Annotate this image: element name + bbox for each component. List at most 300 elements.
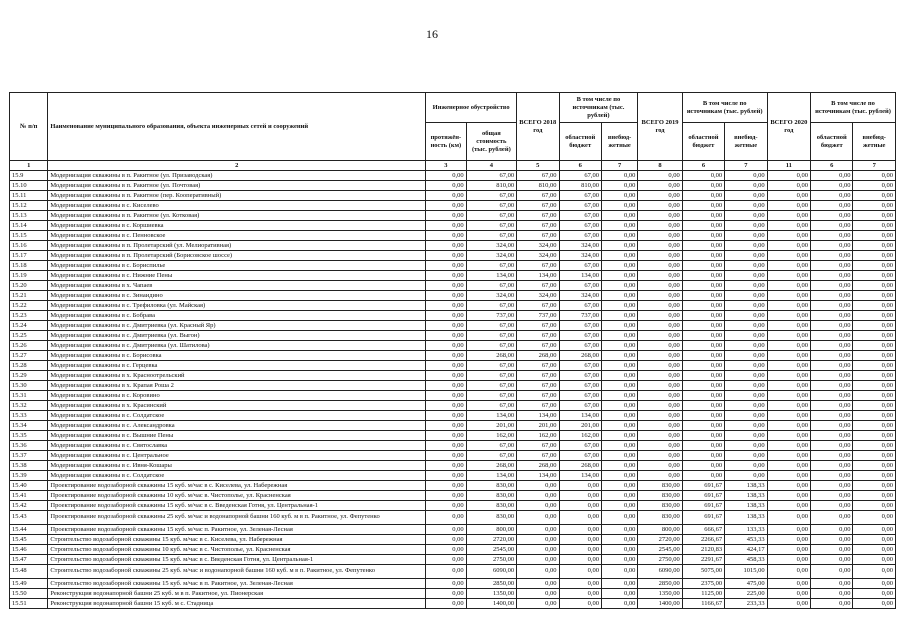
row-number: 15.23 bbox=[10, 311, 48, 321]
value-cell: 0,00 bbox=[811, 191, 853, 201]
row-number: 15.49 bbox=[10, 579, 48, 589]
value-cell: 6090,00 bbox=[466, 565, 517, 579]
value-cell: 67,00 bbox=[466, 201, 517, 211]
value-cell: 0,00 bbox=[853, 211, 896, 221]
value-cell: 0,00 bbox=[767, 491, 810, 501]
value-cell: 0,00 bbox=[682, 211, 724, 221]
value-cell: 67,00 bbox=[517, 391, 559, 401]
value-cell: 0,00 bbox=[638, 411, 682, 421]
value-cell: 0,00 bbox=[725, 331, 767, 341]
value-cell: 0,00 bbox=[517, 501, 559, 511]
value-cell: 67,00 bbox=[517, 221, 559, 231]
row-number: 15.40 bbox=[10, 481, 48, 491]
value-cell: 67,00 bbox=[517, 321, 559, 331]
row-number: 15.45 bbox=[10, 535, 48, 545]
value-cell: 2545,00 bbox=[466, 545, 517, 555]
value-cell: 67,00 bbox=[517, 191, 559, 201]
value-cell: 5075,00 bbox=[682, 565, 724, 579]
value-cell: 2720,00 bbox=[466, 535, 517, 545]
column-number-cell: 1 bbox=[10, 161, 48, 171]
table-row bbox=[10, 411, 896, 421]
value-cell: 0,00 bbox=[638, 221, 682, 231]
table-row bbox=[10, 281, 896, 291]
value-cell: 0,00 bbox=[853, 421, 896, 431]
value-cell: 0,00 bbox=[853, 191, 896, 201]
value-cell: 0,00 bbox=[426, 565, 466, 579]
value-cell: 0,00 bbox=[601, 391, 637, 401]
value-cell: 0,00 bbox=[767, 535, 810, 545]
value-cell: 0,00 bbox=[767, 481, 810, 491]
value-cell: 0,00 bbox=[853, 431, 896, 441]
row-number: 15.26 bbox=[10, 341, 48, 351]
value-cell: 0,00 bbox=[682, 391, 724, 401]
value-cell: 67,00 bbox=[559, 401, 601, 411]
value-cell: 0,00 bbox=[811, 211, 853, 221]
value-cell: 0,00 bbox=[601, 201, 637, 211]
row-number: 15.51 bbox=[10, 599, 48, 609]
value-cell: 0,00 bbox=[811, 589, 853, 599]
value-cell: 0,00 bbox=[426, 451, 466, 461]
value-cell: 0,00 bbox=[682, 461, 724, 471]
value-cell: 0,00 bbox=[638, 351, 682, 361]
value-cell: 0,00 bbox=[811, 271, 853, 281]
object-name: Модернизация скважины в х. Крапая Роша 2 bbox=[48, 381, 426, 391]
value-cell: 0,00 bbox=[426, 191, 466, 201]
value-cell: 0,00 bbox=[426, 291, 466, 301]
column-number-cell: 6 bbox=[682, 161, 724, 171]
table-row bbox=[10, 341, 896, 351]
column-number-cell: 7 bbox=[601, 161, 637, 171]
value-cell: 0,00 bbox=[811, 381, 853, 391]
value-cell: 458,33 bbox=[725, 555, 767, 565]
value-cell: 0,00 bbox=[682, 191, 724, 201]
value-cell: 810,00 bbox=[517, 181, 559, 191]
object-name: Модернизация скважины в х. Красинский bbox=[48, 401, 426, 411]
value-cell: 0,00 bbox=[853, 451, 896, 461]
value-cell: 67,00 bbox=[466, 281, 517, 291]
value-cell: 0,00 bbox=[811, 491, 853, 501]
value-cell: 0,00 bbox=[601, 331, 637, 341]
value-cell: 0,00 bbox=[767, 301, 810, 311]
header-length: протяжён-ность (км) bbox=[426, 123, 466, 161]
table-row bbox=[10, 351, 896, 361]
value-cell: 0,00 bbox=[601, 535, 637, 545]
object-name: Проектирование водозаборной скважины 15 куб. м/час п. Ракитное, ул. Зеленая-Лесная bbox=[48, 525, 426, 535]
row-number: 15.37 bbox=[10, 451, 48, 461]
value-cell: 67,00 bbox=[466, 301, 517, 311]
header-num: № п/п bbox=[10, 93, 48, 161]
value-cell: 0,00 bbox=[638, 271, 682, 281]
row-number: 15.38 bbox=[10, 461, 48, 471]
value-cell: 0,00 bbox=[725, 291, 767, 301]
value-cell: 0,00 bbox=[601, 555, 637, 565]
value-cell: 0,00 bbox=[767, 451, 810, 461]
table-row bbox=[10, 381, 896, 391]
table-row bbox=[10, 301, 896, 311]
value-cell: 0,00 bbox=[853, 441, 896, 451]
value-cell: 0,00 bbox=[426, 501, 466, 511]
value-cell: 0,00 bbox=[638, 191, 682, 201]
object-name: Строительство водозаборной скважины 15 куб. м/час в с. Введенская Готня, ул. Центральная-1 bbox=[48, 555, 426, 565]
table-row bbox=[10, 491, 896, 501]
value-cell: 0,00 bbox=[682, 241, 724, 251]
value-cell: 324,00 bbox=[517, 241, 559, 251]
value-cell: 0,00 bbox=[767, 441, 810, 451]
object-name: Модернизация скважины в п. Пролетарский (ул. Мелиоративная) bbox=[48, 241, 426, 251]
value-cell: 691,67 bbox=[682, 511, 724, 525]
table-row bbox=[10, 391, 896, 401]
value-cell: 0,00 bbox=[426, 555, 466, 565]
value-cell: 800,00 bbox=[466, 525, 517, 535]
table-row bbox=[10, 555, 896, 565]
table-row bbox=[10, 331, 896, 341]
object-name: Модернизация скважины в с. Центральное bbox=[48, 451, 426, 461]
value-cell: 67,00 bbox=[559, 341, 601, 351]
row-number: 15.41 bbox=[10, 491, 48, 501]
value-cell: 0,00 bbox=[426, 201, 466, 211]
value-cell: 67,00 bbox=[517, 171, 559, 181]
value-cell: 0,00 bbox=[853, 391, 896, 401]
value-cell: 67,00 bbox=[559, 381, 601, 391]
value-cell: 67,00 bbox=[559, 201, 601, 211]
value-cell: 691,67 bbox=[682, 501, 724, 511]
object-name: Модернизация скважины в с. Вышние Пены bbox=[48, 431, 426, 441]
value-cell: 0,00 bbox=[601, 171, 637, 181]
value-cell: 0,00 bbox=[853, 481, 896, 491]
value-cell: 0,00 bbox=[601, 471, 637, 481]
value-cell: 0,00 bbox=[853, 381, 896, 391]
row-number: 15.50 bbox=[10, 589, 48, 599]
value-cell: 691,67 bbox=[682, 481, 724, 491]
value-cell: 0,00 bbox=[426, 511, 466, 525]
value-cell: 0,00 bbox=[725, 351, 767, 361]
value-cell: 0,00 bbox=[853, 461, 896, 471]
value-cell: 268,00 bbox=[517, 461, 559, 471]
value-cell: 0,00 bbox=[811, 241, 853, 251]
value-cell: 0,00 bbox=[638, 441, 682, 451]
value-cell: 67,00 bbox=[466, 331, 517, 341]
object-name: Модернизация скважины в с. Дмитриевка (ул. Шатилова) bbox=[48, 341, 426, 351]
value-cell: 0,00 bbox=[853, 171, 896, 181]
value-cell: 67,00 bbox=[559, 301, 601, 311]
value-cell: 453,33 bbox=[725, 535, 767, 545]
value-cell: 0,00 bbox=[638, 371, 682, 381]
value-cell: 67,00 bbox=[559, 361, 601, 371]
value-cell: 0,00 bbox=[559, 525, 601, 535]
row-number: 15.14 bbox=[10, 221, 48, 231]
value-cell: 0,00 bbox=[682, 361, 724, 371]
value-cell: 0,00 bbox=[767, 251, 810, 261]
column-number-cell: 8 bbox=[638, 161, 682, 171]
value-cell: 67,00 bbox=[466, 221, 517, 231]
table-row bbox=[10, 565, 896, 579]
row-number: 15.29 bbox=[10, 371, 48, 381]
value-cell: 0,00 bbox=[682, 451, 724, 461]
value-cell: 0,00 bbox=[811, 391, 853, 401]
object-name: Модернизация скважины в с. Киселево bbox=[48, 201, 426, 211]
value-cell: 0,00 bbox=[853, 311, 896, 321]
row-number: 15.43 bbox=[10, 511, 48, 525]
value-cell: 0,00 bbox=[638, 171, 682, 181]
value-cell: 0,00 bbox=[725, 391, 767, 401]
value-cell: 67,00 bbox=[517, 211, 559, 221]
table-row bbox=[10, 371, 896, 381]
value-cell: 0,00 bbox=[682, 341, 724, 351]
value-cell: 0,00 bbox=[682, 271, 724, 281]
value-cell: 0,00 bbox=[638, 461, 682, 471]
value-cell: 0,00 bbox=[767, 311, 810, 321]
object-name: Модернизация скважины в п. Ракитное (пер. Кооперативный) bbox=[48, 191, 426, 201]
row-number: 15.15 bbox=[10, 231, 48, 241]
value-cell: 268,00 bbox=[559, 461, 601, 471]
value-cell: 810,00 bbox=[466, 181, 517, 191]
table-row bbox=[10, 261, 896, 271]
column-number-row bbox=[10, 161, 896, 171]
object-name: Модернизация скважины в с. Нижние Пены bbox=[48, 271, 426, 281]
value-cell: 1015,00 bbox=[725, 565, 767, 579]
table-row bbox=[10, 201, 896, 211]
value-cell: 0,00 bbox=[682, 281, 724, 291]
value-cell: 0,00 bbox=[638, 211, 682, 221]
value-cell: 0,00 bbox=[559, 511, 601, 525]
value-cell: 67,00 bbox=[517, 331, 559, 341]
value-cell: 0,00 bbox=[767, 171, 810, 181]
value-cell: 0,00 bbox=[767, 181, 810, 191]
value-cell: 0,00 bbox=[638, 251, 682, 261]
value-cell: 0,00 bbox=[426, 231, 466, 241]
value-cell: 67,00 bbox=[517, 301, 559, 311]
value-cell: 0,00 bbox=[601, 501, 637, 511]
value-cell: 67,00 bbox=[517, 371, 559, 381]
value-cell: 0,00 bbox=[811, 341, 853, 351]
value-cell: 134,00 bbox=[559, 271, 601, 281]
value-cell: 0,00 bbox=[638, 301, 682, 311]
object-name: Модернизация скважины в с. Бобрава bbox=[48, 311, 426, 321]
value-cell: 0,00 bbox=[853, 271, 896, 281]
value-cell: 324,00 bbox=[466, 241, 517, 251]
column-number-cell: 3 bbox=[426, 161, 466, 171]
value-cell: 0,00 bbox=[601, 301, 637, 311]
object-name: Модернизация скважины в п. Пролетарский (Борисовское шоссе) bbox=[48, 251, 426, 261]
value-cell: 0,00 bbox=[725, 191, 767, 201]
table-row bbox=[10, 441, 896, 451]
row-number: 15.35 bbox=[10, 431, 48, 441]
table-row bbox=[10, 501, 896, 511]
value-cell: 67,00 bbox=[466, 191, 517, 201]
value-cell: 830,00 bbox=[638, 501, 682, 511]
value-cell: 424,17 bbox=[725, 545, 767, 555]
value-cell: 67,00 bbox=[466, 361, 517, 371]
value-cell: 0,00 bbox=[725, 371, 767, 381]
value-cell: 0,00 bbox=[725, 471, 767, 481]
value-cell: 0,00 bbox=[638, 451, 682, 461]
row-number: 15.48 bbox=[10, 565, 48, 579]
column-number-cell: 4 bbox=[466, 161, 517, 171]
value-cell: 0,00 bbox=[811, 181, 853, 191]
value-cell: 0,00 bbox=[601, 525, 637, 535]
object-name: Проектирование водозаборной скважины 25 куб. м/час и водонапорной башни 160 куб. м в п. Ракитное, ул. Фепутенко bbox=[48, 511, 426, 525]
value-cell: 0,00 bbox=[811, 291, 853, 301]
value-cell: 0,00 bbox=[811, 251, 853, 261]
object-name: Модернизация скважины в с. Борисовка bbox=[48, 351, 426, 361]
value-cell: 0,00 bbox=[811, 421, 853, 431]
value-cell: 0,00 bbox=[517, 565, 559, 579]
value-cell: 67,00 bbox=[559, 231, 601, 241]
value-cell: 324,00 bbox=[559, 291, 601, 301]
value-cell: 0,00 bbox=[725, 401, 767, 411]
value-cell: 67,00 bbox=[517, 381, 559, 391]
value-cell: 0,00 bbox=[767, 421, 810, 431]
value-cell: 0,00 bbox=[601, 221, 637, 231]
row-number: 15.47 bbox=[10, 555, 48, 565]
value-cell: 0,00 bbox=[853, 579, 896, 589]
value-cell: 0,00 bbox=[725, 311, 767, 321]
value-cell: 737,00 bbox=[559, 311, 601, 321]
value-cell: 67,00 bbox=[559, 281, 601, 291]
value-cell: 0,00 bbox=[767, 321, 810, 331]
value-cell: 810,00 bbox=[559, 181, 601, 191]
object-name: Модернизация скважины в п. Ракитное (ул. Почтовая) bbox=[48, 181, 426, 191]
table-row bbox=[10, 511, 896, 525]
value-cell: 0,00 bbox=[601, 451, 637, 461]
value-cell: 0,00 bbox=[853, 221, 896, 231]
value-cell: 0,00 bbox=[426, 341, 466, 351]
value-cell: 0,00 bbox=[725, 321, 767, 331]
value-cell: 0,00 bbox=[601, 361, 637, 371]
header-offbudget-2020: внебюд-жетные bbox=[853, 123, 896, 161]
value-cell: 0,00 bbox=[601, 511, 637, 525]
value-cell: 162,00 bbox=[559, 431, 601, 441]
value-cell: 0,00 bbox=[767, 471, 810, 481]
value-cell: 134,00 bbox=[466, 471, 517, 481]
value-cell: 67,00 bbox=[559, 191, 601, 201]
value-cell: 0,00 bbox=[767, 525, 810, 535]
value-cell: 0,00 bbox=[767, 211, 810, 221]
value-cell: 0,00 bbox=[767, 281, 810, 291]
value-cell: 0,00 bbox=[601, 271, 637, 281]
column-number-cell: 7 bbox=[725, 161, 767, 171]
value-cell: 475,00 bbox=[725, 579, 767, 589]
value-cell: 0,00 bbox=[853, 599, 896, 609]
object-name: Реконструкция водонапорной башни 15 куб. м с. Стадница bbox=[48, 599, 426, 609]
value-cell: 67,00 bbox=[517, 231, 559, 241]
value-cell: 0,00 bbox=[853, 251, 896, 261]
row-number: 15.31 bbox=[10, 391, 48, 401]
value-cell: 0,00 bbox=[767, 431, 810, 441]
value-cell: 2850,00 bbox=[466, 579, 517, 589]
value-cell: 0,00 bbox=[682, 221, 724, 231]
value-cell: 0,00 bbox=[517, 525, 559, 535]
object-name: Модернизация скважины в п. Ракитное (ул. Котковая) bbox=[48, 211, 426, 221]
value-cell: 0,00 bbox=[601, 251, 637, 261]
value-cell: 0,00 bbox=[559, 491, 601, 501]
value-cell: 0,00 bbox=[853, 261, 896, 271]
value-cell: 0,00 bbox=[426, 171, 466, 181]
value-cell: 691,67 bbox=[682, 491, 724, 501]
header-name: Наименование муниципального образования, объекта инженерных сетей и сооружений bbox=[48, 93, 426, 161]
value-cell: 0,00 bbox=[682, 331, 724, 341]
object-name: Модернизация скважины в с. Зинаидино bbox=[48, 291, 426, 301]
value-cell: 0,00 bbox=[811, 471, 853, 481]
value-cell: 0,00 bbox=[725, 451, 767, 461]
value-cell: 0,00 bbox=[601, 291, 637, 301]
value-cell: 0,00 bbox=[767, 411, 810, 421]
value-cell: 2266,67 bbox=[682, 535, 724, 545]
value-cell: 0,00 bbox=[517, 491, 559, 501]
column-number-cell: 6 bbox=[811, 161, 853, 171]
value-cell: 0,00 bbox=[725, 421, 767, 431]
object-name: Модернизация скважины в с. Бориспилье bbox=[48, 261, 426, 271]
value-cell: 0,00 bbox=[811, 261, 853, 271]
row-number: 15.12 bbox=[10, 201, 48, 211]
value-cell: 0,00 bbox=[853, 525, 896, 535]
object-name: Строительство водозаборной скважины 10 куб. м/час в с. Чистополье, ул. Красненская bbox=[48, 545, 426, 555]
value-cell: 0,00 bbox=[682, 311, 724, 321]
object-name: Строительство водозаборной скважины 15 куб. м/час в с. Киселева, ул. Набережная bbox=[48, 535, 426, 545]
engineering-infrastructure-table bbox=[9, 92, 896, 609]
table-row bbox=[10, 431, 896, 441]
value-cell: 0,00 bbox=[767, 331, 810, 341]
value-cell: 0,00 bbox=[426, 301, 466, 311]
value-cell: 737,00 bbox=[466, 311, 517, 321]
value-cell: 1125,00 bbox=[682, 589, 724, 599]
value-cell: 0,00 bbox=[426, 471, 466, 481]
value-cell: 0,00 bbox=[725, 251, 767, 261]
value-cell: 0,00 bbox=[426, 481, 466, 491]
value-cell: 67,00 bbox=[466, 211, 517, 221]
table-row bbox=[10, 181, 896, 191]
value-cell: 0,00 bbox=[601, 211, 637, 221]
value-cell: 67,00 bbox=[466, 391, 517, 401]
value-cell: 0,00 bbox=[853, 491, 896, 501]
value-cell: 0,00 bbox=[517, 481, 559, 491]
value-cell: 0,00 bbox=[601, 231, 637, 241]
value-cell: 0,00 bbox=[725, 431, 767, 441]
value-cell: 0,00 bbox=[601, 481, 637, 491]
table-row bbox=[10, 525, 896, 535]
value-cell: 0,00 bbox=[682, 261, 724, 271]
value-cell: 1166,67 bbox=[682, 599, 724, 609]
object-name: Модернизация скважины в с. Ивня-Кошары bbox=[48, 461, 426, 471]
object-name: Модернизация скважины в х. Красноотрельский bbox=[48, 371, 426, 381]
value-cell: 67,00 bbox=[517, 281, 559, 291]
object-name: Модернизация скважины в п. Ракитное (ул. Призаводская) bbox=[48, 171, 426, 181]
value-cell: 67,00 bbox=[559, 331, 601, 341]
value-cell: 0,00 bbox=[559, 579, 601, 589]
header-incl-2020: В том числе по источникам (тыс. рублей) bbox=[811, 93, 896, 123]
value-cell: 0,00 bbox=[638, 231, 682, 241]
value-cell: 67,00 bbox=[559, 391, 601, 401]
value-cell: 0,00 bbox=[853, 555, 896, 565]
value-cell: 0,00 bbox=[517, 589, 559, 599]
value-cell: 0,00 bbox=[767, 589, 810, 599]
table-row bbox=[10, 321, 896, 331]
value-cell: 0,00 bbox=[811, 441, 853, 451]
value-cell: 0,00 bbox=[517, 511, 559, 525]
value-cell: 0,00 bbox=[682, 351, 724, 361]
value-cell: 67,00 bbox=[466, 341, 517, 351]
value-cell: 0,00 bbox=[426, 351, 466, 361]
value-cell: 67,00 bbox=[517, 201, 559, 211]
value-cell: 134,00 bbox=[466, 411, 517, 421]
value-cell: 0,00 bbox=[811, 171, 853, 181]
value-cell: 0,00 bbox=[811, 201, 853, 211]
value-cell: 0,00 bbox=[767, 511, 810, 525]
header-offbudget-2018: внебюд-жетные bbox=[601, 123, 637, 161]
value-cell: 67,00 bbox=[466, 171, 517, 181]
value-cell: 0,00 bbox=[426, 535, 466, 545]
value-cell: 67,00 bbox=[466, 261, 517, 271]
